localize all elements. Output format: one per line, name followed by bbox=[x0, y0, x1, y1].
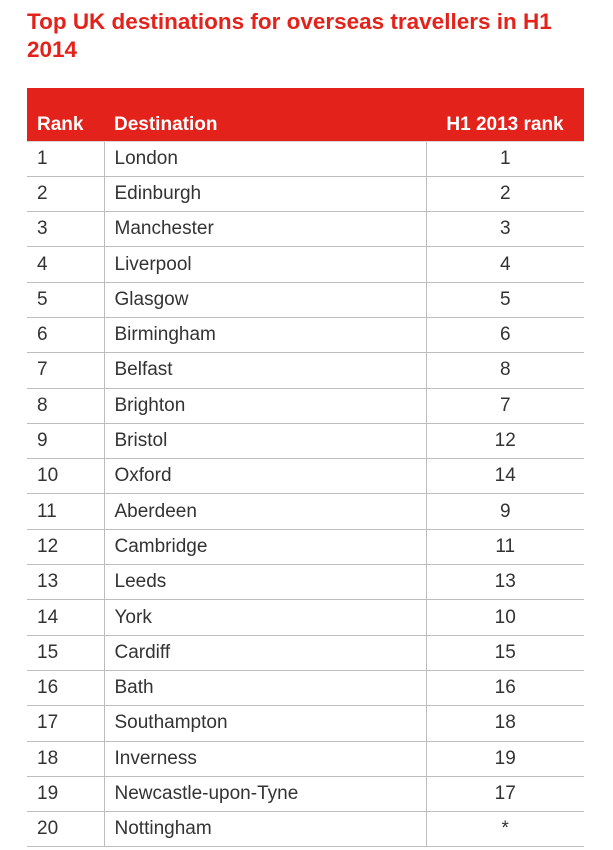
prev-rank-cell: 10 bbox=[426, 600, 584, 635]
table-row bbox=[27, 600, 584, 635]
table-row bbox=[27, 635, 584, 670]
prev-rank-cell: 16 bbox=[426, 670, 584, 705]
table-row bbox=[27, 317, 584, 352]
destination-cell: Edinburgh bbox=[104, 176, 426, 211]
destination-cell: Cambridge bbox=[104, 529, 426, 564]
destinations-table bbox=[27, 88, 584, 847]
destination-cell: Birmingham bbox=[104, 317, 426, 352]
destination-cell: York bbox=[104, 600, 426, 635]
prev-rank-cell: 8 bbox=[426, 353, 584, 388]
table-body bbox=[27, 141, 584, 847]
rank-cell: 5 bbox=[27, 282, 104, 317]
destination-cell: Glasgow bbox=[104, 282, 426, 317]
rank-cell: 4 bbox=[27, 247, 104, 282]
rank-cell: 6 bbox=[27, 317, 104, 352]
rank-cell: 8 bbox=[27, 388, 104, 423]
destination-cell: Oxford bbox=[104, 459, 426, 494]
rank-cell: 17 bbox=[27, 706, 104, 741]
rank-cell: 18 bbox=[27, 741, 104, 776]
table-row bbox=[27, 529, 584, 564]
destination-cell: Bath bbox=[104, 670, 426, 705]
rank-cell: 1 bbox=[27, 141, 104, 176]
prev-rank-cell: 7 bbox=[426, 388, 584, 423]
prev-rank-cell: 9 bbox=[426, 494, 584, 529]
prev-rank-cell: 1 bbox=[426, 141, 584, 176]
table-row bbox=[27, 247, 584, 282]
column-header-prev-rank: H1 2013 rank bbox=[426, 88, 584, 141]
destination-cell: Nottingham bbox=[104, 812, 426, 847]
destination-cell: Leeds bbox=[104, 565, 426, 600]
table-row bbox=[27, 670, 584, 705]
prev-rank-cell: 6 bbox=[426, 317, 584, 352]
table-row bbox=[27, 423, 584, 458]
table-row bbox=[27, 212, 584, 247]
destination-cell: Liverpool bbox=[104, 247, 426, 282]
rank-cell: 13 bbox=[27, 565, 104, 600]
destination-cell: Brighton bbox=[104, 388, 426, 423]
table-row bbox=[27, 353, 584, 388]
prev-rank-cell: 12 bbox=[426, 423, 584, 458]
prev-rank-cell: 14 bbox=[426, 459, 584, 494]
table-row bbox=[27, 494, 584, 529]
rank-cell: 2 bbox=[27, 176, 104, 211]
destination-cell: Belfast bbox=[104, 353, 426, 388]
prev-rank-cell: 5 bbox=[426, 282, 584, 317]
rank-cell: 14 bbox=[27, 600, 104, 635]
table-header bbox=[27, 88, 584, 141]
rank-cell: 20 bbox=[27, 812, 104, 847]
rank-cell: 3 bbox=[27, 212, 104, 247]
prev-rank-cell: 19 bbox=[426, 741, 584, 776]
rank-cell: 12 bbox=[27, 529, 104, 564]
destination-cell: Inverness bbox=[104, 741, 426, 776]
prev-rank-cell: 13 bbox=[426, 565, 584, 600]
prev-rank-cell: 2 bbox=[426, 176, 584, 211]
table-row bbox=[27, 459, 584, 494]
rank-cell: 7 bbox=[27, 353, 104, 388]
table-row bbox=[27, 176, 584, 211]
prev-rank-cell: 3 bbox=[426, 212, 584, 247]
table-row bbox=[27, 741, 584, 776]
rank-cell: 11 bbox=[27, 494, 104, 529]
prev-rank-cell: 11 bbox=[426, 529, 584, 564]
column-header-destination: Destination bbox=[104, 88, 426, 141]
destination-cell: London bbox=[104, 141, 426, 176]
rank-cell: 10 bbox=[27, 459, 104, 494]
rank-cell: 9 bbox=[27, 423, 104, 458]
prev-rank-cell: * bbox=[426, 812, 584, 847]
destination-cell: Southampton bbox=[104, 706, 426, 741]
table-row bbox=[27, 388, 584, 423]
table-row bbox=[27, 141, 584, 176]
destination-cell: Newcastle-upon-Tyne bbox=[104, 776, 426, 811]
table-header-row bbox=[27, 88, 584, 141]
table-row bbox=[27, 812, 584, 847]
table-row bbox=[27, 776, 584, 811]
prev-rank-cell: 15 bbox=[426, 635, 584, 670]
destination-cell: Aberdeen bbox=[104, 494, 426, 529]
rank-cell: 19 bbox=[27, 776, 104, 811]
destination-cell: Bristol bbox=[104, 423, 426, 458]
column-header-rank: Rank bbox=[27, 88, 104, 141]
prev-rank-cell: 17 bbox=[426, 776, 584, 811]
prev-rank-cell: 18 bbox=[426, 706, 584, 741]
rank-cell: 15 bbox=[27, 635, 104, 670]
destination-cell: Manchester bbox=[104, 212, 426, 247]
rank-cell: 16 bbox=[27, 670, 104, 705]
page-title: Top UK destinations for overseas travellers in H1 2014 bbox=[27, 9, 552, 62]
destination-cell: Cardiff bbox=[104, 635, 426, 670]
prev-rank-cell: 4 bbox=[426, 247, 584, 282]
table-row bbox=[27, 565, 584, 600]
table-row bbox=[27, 706, 584, 741]
table-row bbox=[27, 282, 584, 317]
